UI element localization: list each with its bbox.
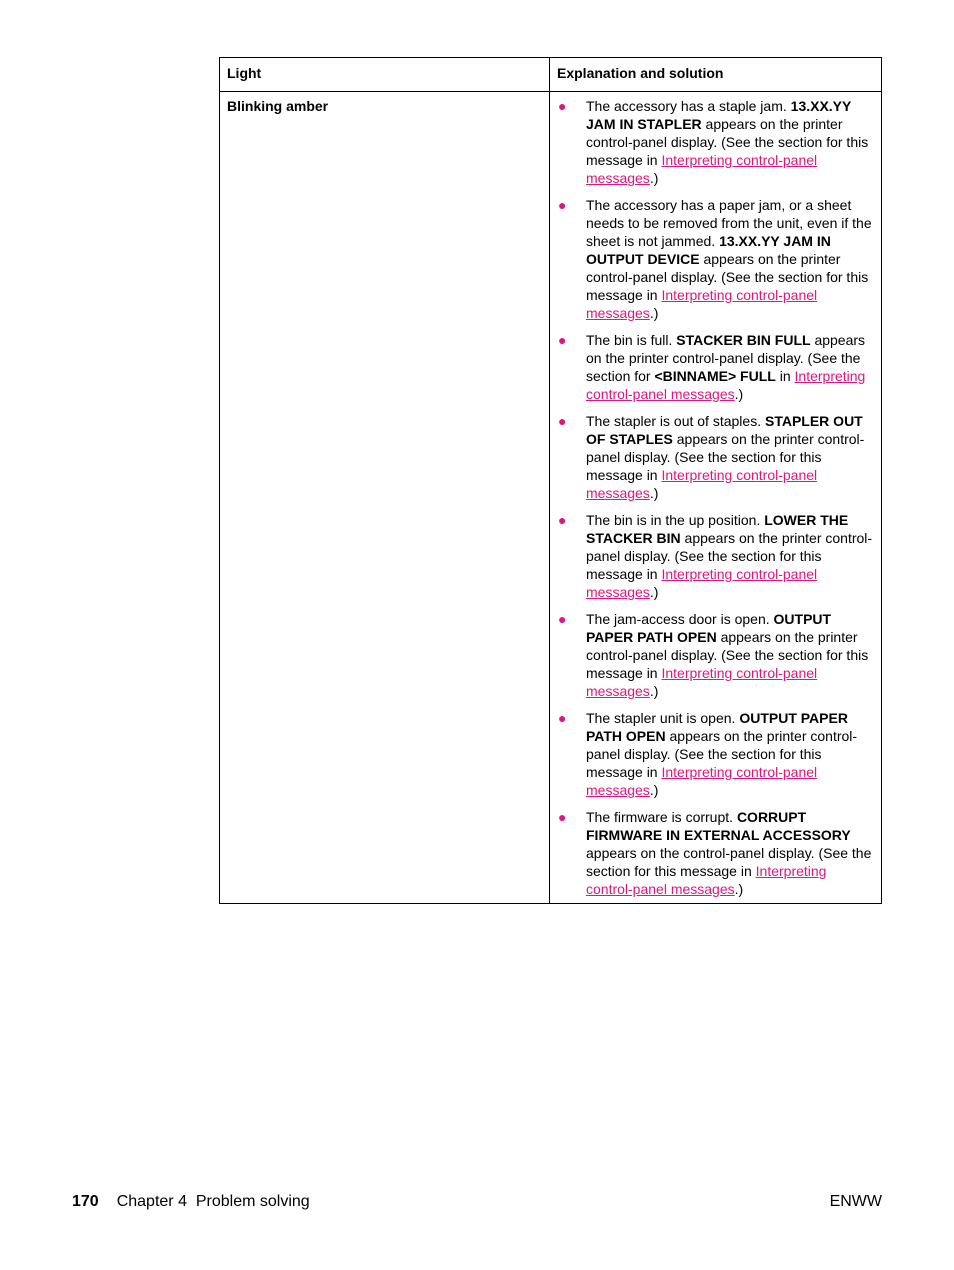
list-item: [557, 412, 875, 502]
bullet-icon: ●: [558, 413, 567, 429]
list-item: [557, 196, 875, 322]
message-code: OUTPUT PAPER PATH OPEN: [586, 611, 832, 645]
explanation-list: [557, 97, 875, 898]
explanation-cell: [550, 92, 882, 904]
body-text: .): [649, 782, 659, 798]
body-text: appears on the printer control-panel display. (See the section for this message in: [586, 251, 869, 303]
bullet-icon: ●: [558, 332, 567, 348]
body-text: appears on the printer control-panel display. (See the section for this message in: [586, 431, 865, 483]
body-text: .): [649, 485, 659, 501]
body-text: The accessory has a staple jam.: [586, 98, 791, 114]
body-text: The bin is full.: [586, 332, 677, 348]
header-light: Light: [220, 58, 550, 92]
message-code: LOWER THE STACKER BIN: [586, 512, 849, 546]
cross-reference-link[interactable]: Interpreting control-panel messages: [586, 863, 827, 897]
page-number: 170: [72, 1193, 99, 1210]
cross-reference-link[interactable]: Interpreting control-panel messages: [586, 764, 818, 798]
list-item: [557, 709, 875, 799]
list-item: [557, 808, 875, 898]
body-text: The bin is in the up position.: [586, 512, 765, 528]
body-text: appears on the printer control-panel display. (See the section for this message in: [586, 629, 869, 681]
bullet-text: [586, 413, 864, 501]
bullet-icon: ●: [558, 809, 567, 825]
body-text: appears on the printer control-panel display. (See the section for: [586, 332, 866, 384]
body-text: .): [649, 584, 659, 600]
body-text: .): [649, 305, 659, 321]
bullet-icon: ●: [558, 197, 567, 213]
bullet-text: [586, 611, 868, 699]
body-text: The jam-access door is open.: [586, 611, 774, 627]
body-text: The firmware is corrupt.: [586, 809, 737, 825]
list-item: [557, 511, 875, 601]
body-text: .): [734, 386, 744, 402]
bullet-icon: ●: [558, 710, 567, 726]
list-item: [557, 331, 875, 403]
message-code: STACKER BIN FULL: [676, 332, 811, 348]
header-explanation: Explanation and solution: [550, 58, 882, 92]
list-item: [557, 97, 875, 187]
message-code: OUTPUT PAPER PATH OPEN: [586, 710, 848, 744]
body-text: The accessory has a paper jam, or a sheet needs to be removed from the unit, even if the sheet is not jammed.: [586, 197, 872, 249]
body-text: .): [734, 881, 744, 897]
body-text: .): [649, 170, 659, 186]
cross-reference-link[interactable]: Interpreting control-panel messages: [586, 665, 818, 699]
message-code: 13.XX.YY JAM IN STAPLER: [586, 98, 852, 132]
message-code: <BINNAME> FULL: [654, 368, 776, 384]
body-text: appears on the control-panel display. (See the section for this message in: [586, 845, 872, 879]
chapter-title: Chapter 4 Problem solving: [116, 1193, 310, 1210]
body-text: appears on the printer control-panel display. (See the section for this message in: [586, 530, 873, 582]
list-item: [557, 610, 875, 700]
body-text: appears on the printer control-panel display. (See the section for this message in: [586, 116, 869, 168]
bullet-icon: ●: [558, 611, 567, 627]
light-explanation-table: [219, 57, 882, 904]
cross-reference-link[interactable]: Interpreting control-panel messages: [586, 368, 866, 402]
table-row: [220, 92, 882, 904]
body-text: appears on the printer control-panel display. (See the section for this message in: [586, 728, 858, 780]
bullet-text: [586, 512, 872, 600]
cross-reference-link[interactable]: Interpreting control-panel messages: [586, 566, 818, 600]
body-text: in: [775, 368, 795, 384]
bullet-icon: ●: [558, 512, 567, 528]
cross-reference-link[interactable]: Interpreting control-panel messages: [586, 287, 818, 321]
bullet-text: [586, 332, 865, 402]
bullet-text: [586, 809, 871, 897]
table-header-row: [220, 58, 882, 92]
message-code: CORRUPT FIRMWARE IN EXTERNAL ACCESSORY: [586, 809, 851, 843]
light-state-cell: Blinking amber: [220, 92, 550, 904]
body-text: The stapler is out of staples.: [586, 413, 765, 429]
body-text: .): [649, 683, 659, 699]
bullet-text: [586, 98, 868, 186]
message-code: STAPLER OUT OF STAPLES: [586, 413, 863, 447]
bullet-icon: ●: [558, 98, 567, 114]
bullet-text: [586, 710, 857, 798]
bullet-text: [586, 197, 872, 321]
footer-doc-code: ENWW: [829, 1193, 882, 1210]
cross-reference-link[interactable]: Interpreting control-panel messages: [586, 467, 818, 501]
cross-reference-link[interactable]: Interpreting control-panel messages: [586, 152, 818, 186]
message-code: 13.XX.YY JAM IN OUTPUT DEVICE: [586, 233, 831, 267]
page-footer-left: [72, 1192, 310, 1212]
body-text: The stapler unit is open.: [586, 710, 740, 726]
